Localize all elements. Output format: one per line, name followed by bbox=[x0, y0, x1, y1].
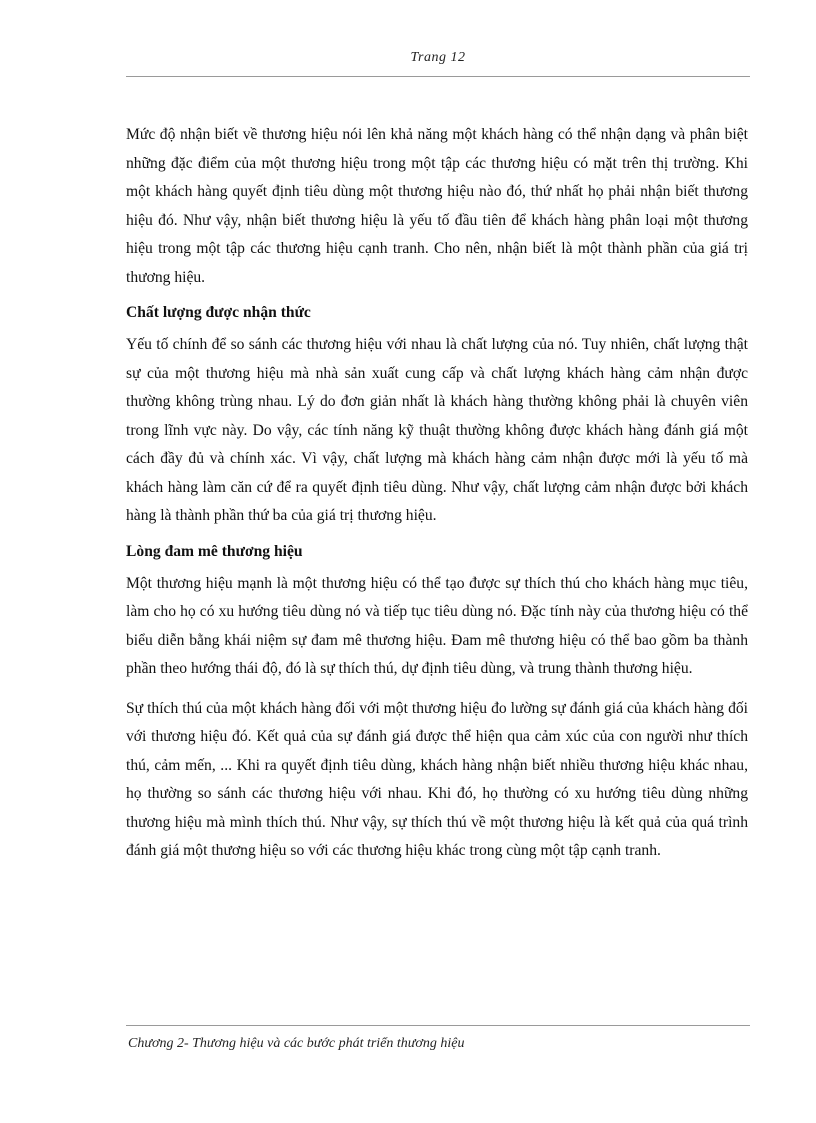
paragraph-perceived-quality: Yếu tố chính để so sánh các thương hiệu với nhau là chất lượng của nó. Tuy nhiên, chất lượng thật sự của một thương hiệu mà nhà sản xuất cung cấp và chất lượng khách hàng cảm nhận được thường không trùng nhau. Lý do đơn giản nhất là khách hàng thường không phải là chuyên viên trong lĩnh vực này. Do vậy, các tính năng kỹ thuật thường không được khách hàng đánh giá một cách đầy đủ và chính xác. Vì vậy, chất lượng mà khách hàng cảm nhận được mới là yếu tố mà khách hàng làm căn cứ để ra quyết định tiêu dùng. Như vậy, chất lượng cảm nhận được bởi khách hàng là thành phần thứ ba của giá trị thương hiệu. bbox=[126, 336, 748, 524]
heading-brand-passion: Lòng đam mê thương hiệu bbox=[126, 542, 303, 560]
page-body bbox=[126, 121, 748, 866]
header-divider bbox=[126, 76, 750, 77]
paragraph-brand-liking: Sự thích thú của một khách hàng đối với một thương hiệu đo lường sự đánh giá của khách hàng đối với thương hiệu đó. Kết quả của sự đánh giá được thể hiện qua cảm xúc của con người như thích thú, cảm mến, ... Khi ra quyết định tiêu dùng, khách hàng nhận biết nhiều thương hiệu khác nhau, họ thường so sánh các thương hiệu với nhau. Khi đó, họ thường có xu hướng tiêu dùng những thương hiệu mà mình thích thú. Như vậy, sự thích thú về một thương hiệu là kết quả của quá trình đánh giá một thương hiệu so với các thương hiệu khác trong cùng một tập cạnh tranh. bbox=[126, 699, 748, 859]
page-number-header: Trang 12 bbox=[410, 50, 466, 65]
chapter-footer: Chương 2- Thương hiệu và các bước phát triển thương hiệu bbox=[128, 1036, 465, 1051]
paragraph-brand-awareness: Mức độ nhận biết về thương hiệu nói lên khả năng một khách hàng có thể nhận dạng và phân biệt những đặc điểm của một thương hiệu trong một tập các thương hiệu có mặt trên thị trường. Khi một khách hàng quyết định tiêu dùng một thương hiệu nào đó, thứ nhất họ phải nhận biết thương hiệu đó. Như vậy, nhận biết thương hiệu là yếu tố đầu tiên để khách hàng phân loại một thương hiệu trong một tập các thương hiệu cạnh tranh. Cho nên, nhận biết là một thành phần của giá trị thương hiệu. bbox=[126, 126, 748, 286]
paragraph-brand-passion: Một thương hiệu mạnh là một thương hiệu có thể tạo được sự thích thú cho khách hàng mục tiêu, làm cho họ có xu hướng tiêu dùng nó và tiếp tục tiêu dùng nó. Đặc tính này của thương hiệu có thể biểu diễn bằng khái niệm sự đam mê thương hiệu. Đam mê thương hiệu có thể bao gồm ba thành phần theo hướng thái độ, đó là sự thích thú, dự định tiêu dùng, và trung thành thương hiệu. bbox=[126, 574, 748, 677]
heading-perceived-quality: Chất lượng được nhận thức bbox=[126, 304, 311, 321]
footer-divider bbox=[126, 1025, 750, 1026]
